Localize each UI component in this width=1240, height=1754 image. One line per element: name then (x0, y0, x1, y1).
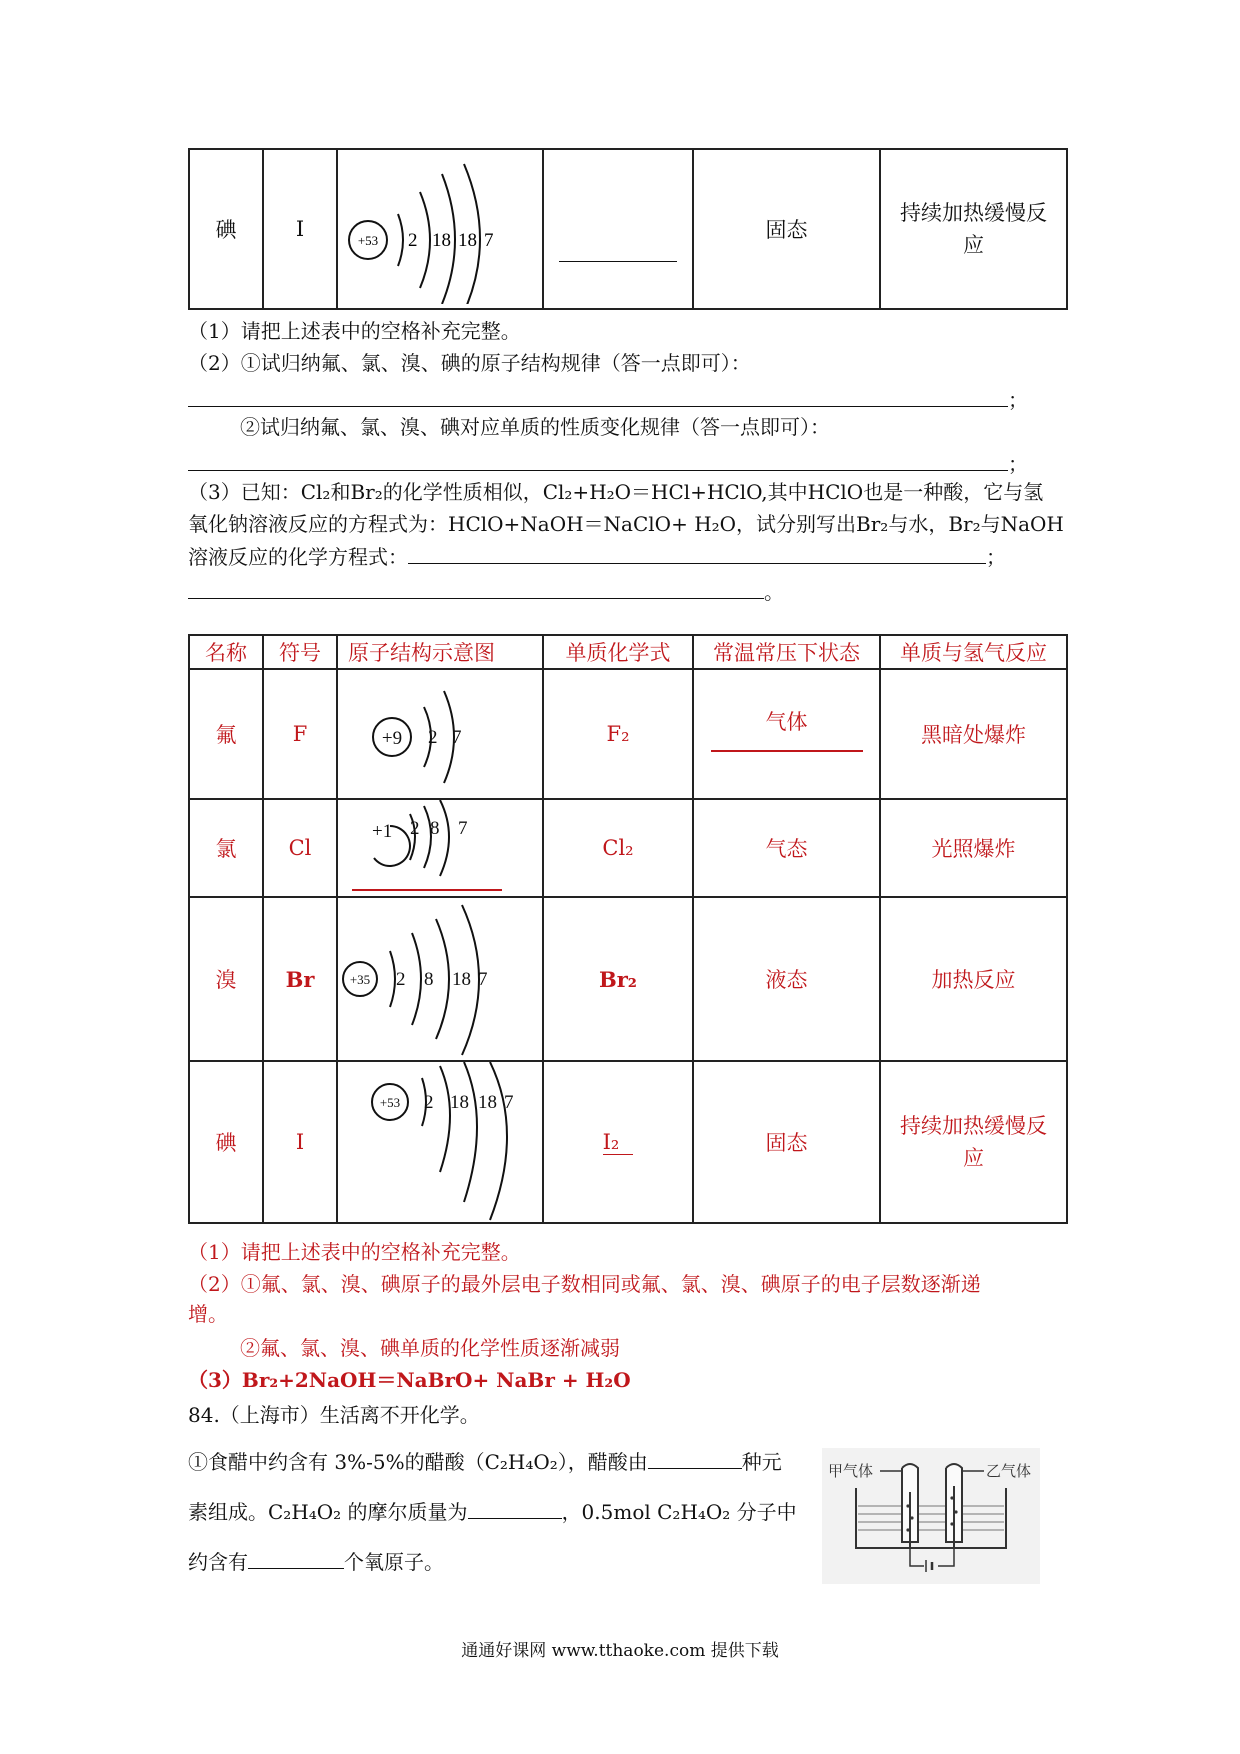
element-state: 固态 (693, 1061, 880, 1223)
question-2b: ②试归纳氟、氯、溴、碘对应单质的性质变化规律（答一点即可）： (240, 415, 830, 439)
shell-label: 7 (458, 818, 468, 839)
atom-diagram-iodine (340, 154, 540, 304)
top-table-fragment (188, 148, 1068, 310)
shell-label: 8 (424, 969, 434, 990)
atom-diagram-iodine (340, 1062, 540, 1222)
answer-3: （3）Br₂+2NaOH＝NaBrO+ NaBr + H₂O (188, 1368, 631, 1392)
atomic-structure-diagram (337, 669, 543, 799)
gas-b-label: 乙气体 (986, 1462, 1032, 1480)
table-row (189, 897, 1067, 1061)
atomic-structure-diagram (337, 149, 543, 309)
element-symbol: F (263, 669, 337, 799)
element-name: 氯 (189, 799, 263, 897)
element-symbol: Br (263, 897, 337, 1061)
answer-blank-2b[interactable]: ； (188, 448, 1028, 479)
question-2a: （2）①试归纳氟、氯、溴、碘的原子结构规律（答一点即可）： (188, 351, 751, 375)
shell-label: 18 (478, 1092, 497, 1113)
header-reaction: 单质与氢气反应 (880, 635, 1067, 669)
table-row (189, 799, 1067, 897)
page-footer: 通通好课网 www.tthaoke.com 提供下载 (461, 1641, 779, 1661)
table-row (189, 1061, 1067, 1223)
element-name: 氟 (189, 669, 263, 799)
reaction-cell (880, 149, 1067, 309)
gas-a-label: 甲气体 (828, 1462, 874, 1480)
table-row (189, 149, 1067, 309)
header-formula: 单质化学式 (543, 635, 693, 669)
answer-blank-3b[interactable]: 。 (188, 576, 784, 607)
element-formula: F₂ (543, 669, 693, 799)
electrolysis-apparatus-figure (822, 1448, 1040, 1584)
answer-blank-2a[interactable]: ； (188, 384, 1028, 415)
shell-label: 7 (484, 230, 494, 251)
element-name: 碘 (189, 149, 263, 309)
reaction-cell (880, 1061, 1067, 1223)
shell-label: 2 (408, 230, 418, 251)
question-3-line1: （3）已知：Cl₂和Br₂的化学性质相似，Cl₂+H₂O＝HCl+HClO,其中HClO也是一种酸，它与氢 (188, 480, 1044, 504)
question-84-line2: 素组成。C₂H₄O₂ 的摩尔质量为 ，0.5mol C₂H₄O₂ 分子中 (188, 1496, 797, 1527)
element-symbol: I (263, 1061, 337, 1223)
element-state: 固态 (693, 149, 880, 309)
shell-label: 2 (410, 818, 420, 839)
shell-label: 2 (424, 1092, 434, 1113)
atomic-structure-diagram (337, 897, 543, 1061)
answer-blank-3a[interactable] (408, 541, 986, 564)
question-84-title: 84.（上海市）生活离不开化学。 (188, 1403, 480, 1427)
shell-label: 18 (450, 1092, 469, 1113)
nucleus-label: +53 (357, 233, 379, 248)
blank-oxygen-atoms[interactable] (248, 1546, 344, 1569)
header-state: 常温常压下状态 (693, 635, 880, 669)
blank-element-count[interactable] (648, 1446, 742, 1469)
nucleus-label: +53 (379, 1095, 401, 1110)
question-1: （1）请把上述表中的空格补充完整。 (188, 319, 521, 343)
element-symbol: Cl (263, 799, 337, 897)
answer-2-line2: 增。 (188, 1302, 228, 1326)
header-symbol: 符号 (263, 635, 337, 669)
reaction-text: 持续加热缓慢反应 (900, 201, 1047, 257)
element-symbol: I (263, 149, 337, 309)
shell-label: 8 (430, 818, 440, 839)
element-reaction: 光照爆炸 (880, 799, 1067, 897)
atom-diagram-bromine (340, 899, 540, 1059)
element-formula: Br₂ (543, 897, 693, 1061)
question-84-line3: 约含有 个氧原子。 (188, 1546, 444, 1577)
question-84-line1: ①食醋中约含有 3%-5%的醋酸（C₂H₄O₂），醋酸由 种元 (188, 1446, 782, 1477)
nucleus-label: +1 (372, 821, 393, 842)
shell-label: 7 (452, 727, 462, 748)
answer-2-line1: （2）①氟、氯、溴、碘原子的最外层电子数相同或氟、氯、溴、碘原子的电子层数逐渐递 (188, 1272, 981, 1296)
atomic-structure-diagram (337, 799, 543, 897)
atomic-structure-diagram (337, 1061, 543, 1223)
header-name: 名称 (189, 635, 263, 669)
answer-1: （1）请把上述表中的空格补充完整。 (188, 1240, 521, 1264)
question-3-line3: 溶液反应的化学方程式： ； (188, 541, 1006, 572)
table-header-row (189, 635, 1067, 669)
element-state: 气态 (693, 799, 880, 897)
shell-label: 2 (428, 727, 438, 748)
element-reaction: 黑暗处爆炸 (880, 669, 1067, 799)
nucleus-label: +35 (349, 972, 371, 987)
reaction-text: 持续加热缓慢反应 (900, 1114, 1047, 1170)
shell-label: 7 (504, 1092, 514, 1113)
state-text: 气体 (765, 710, 808, 734)
table-row (189, 669, 1067, 799)
shell-label: 18 (452, 969, 471, 990)
header-diagram: 原子结构示意图 (337, 635, 543, 669)
element-name: 溴 (189, 897, 263, 1061)
formula-blank[interactable] (543, 149, 693, 309)
shell-label: 18 (458, 230, 477, 251)
element-state: 液态 (693, 897, 880, 1061)
atom-diagram-fluorine (340, 671, 540, 797)
shell-label: 18 (432, 230, 451, 251)
answer-2b: ②氟、氯、溴、碘单质的化学性质逐渐减弱 (240, 1336, 620, 1360)
shell-label: 2 (396, 969, 406, 990)
element-formula: I₂ (543, 1061, 693, 1223)
nucleus-label: +9 (381, 728, 403, 749)
element-formula: Cl₂ (543, 799, 693, 897)
element-state (693, 669, 880, 799)
element-name: 碘 (189, 1061, 263, 1223)
atom-diagram-chlorine (340, 800, 540, 896)
blank-molar-mass[interactable] (468, 1496, 562, 1519)
element-reaction: 加热反应 (880, 897, 1067, 1061)
question-3-line2: 氧化钠溶液反应的方程式为：HClO+NaOH＝NaClO+ H₂O，试分别写出Br₂与水，Br₂与NaOH (188, 512, 1064, 536)
answer-table (188, 634, 1068, 1224)
shell-label: 7 (478, 969, 488, 990)
